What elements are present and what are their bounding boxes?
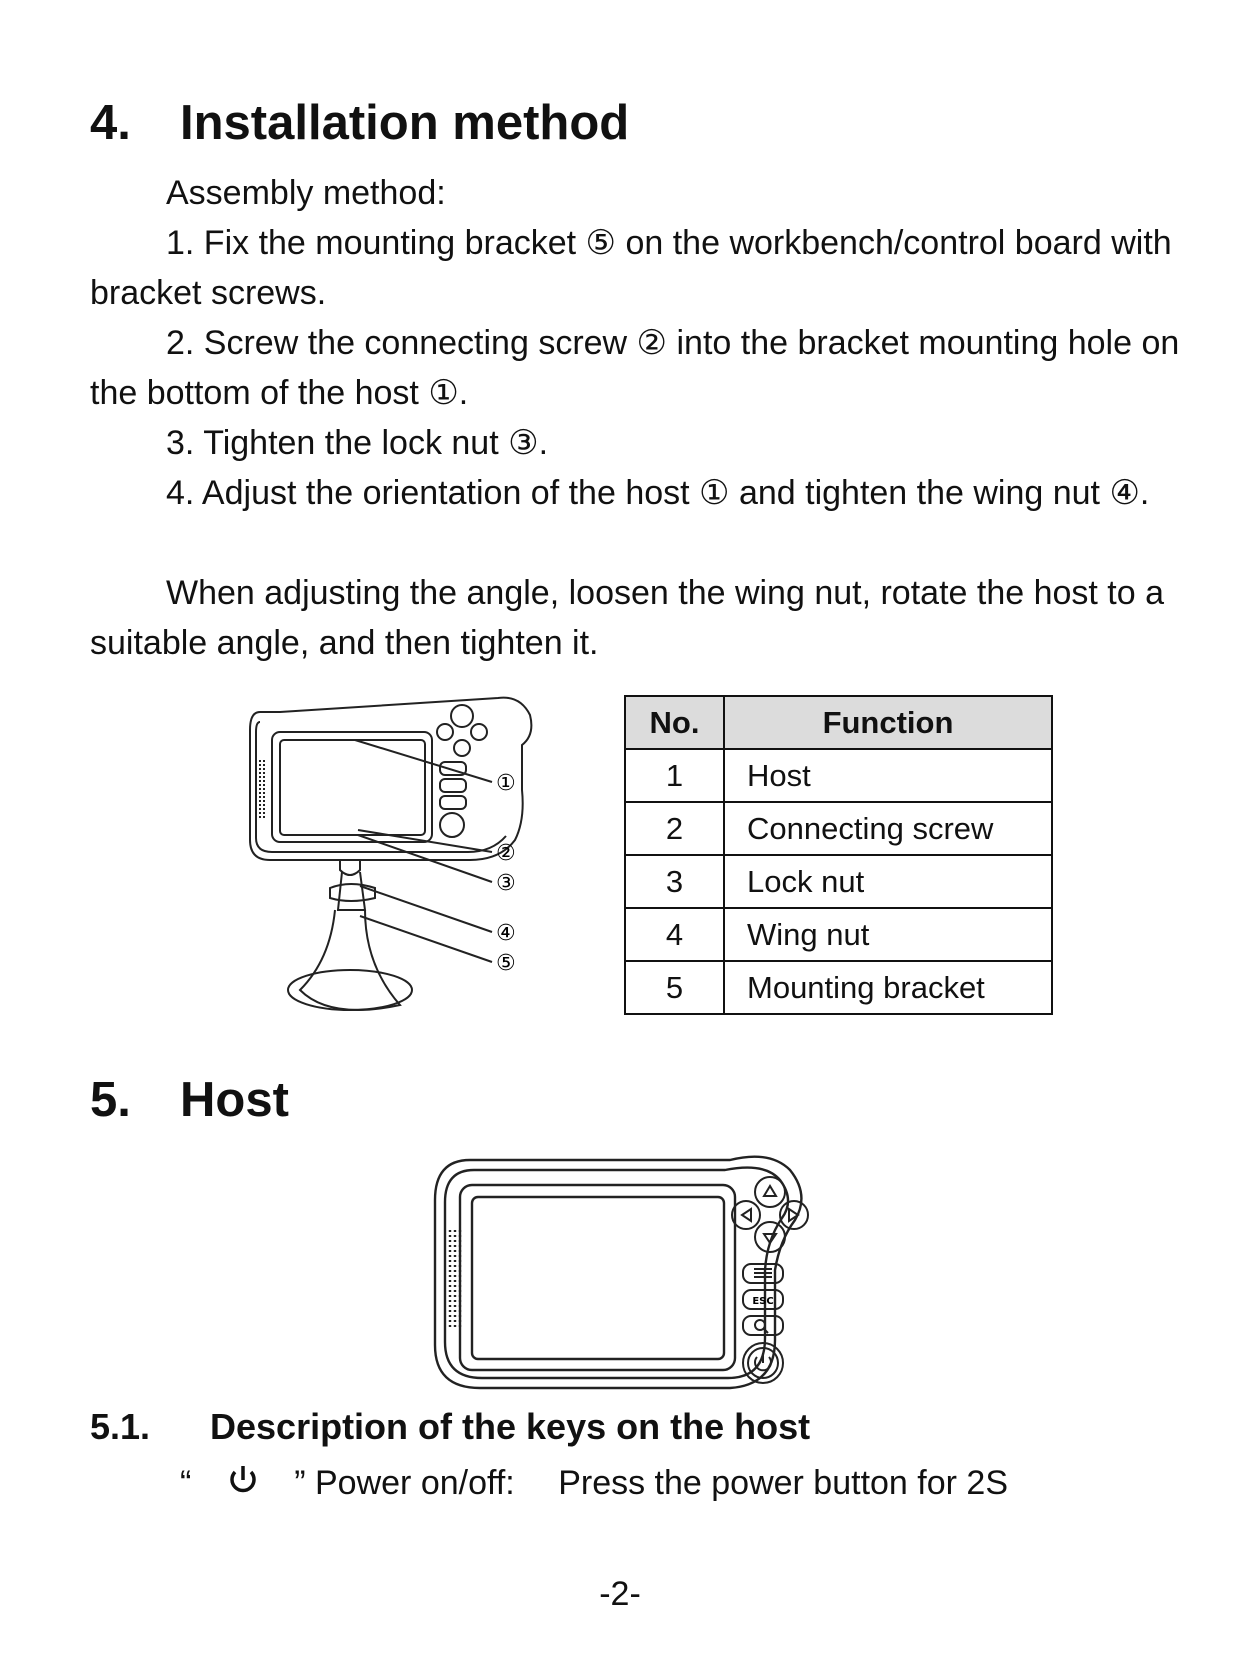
host-screen bbox=[272, 732, 432, 842]
row-function: Host bbox=[724, 749, 1052, 802]
wing-nut bbox=[330, 884, 375, 901]
esc-label: ESC bbox=[752, 1296, 774, 1307]
callout-5: ⑤ bbox=[496, 951, 516, 976]
table-header-row bbox=[625, 696, 1052, 749]
table-row bbox=[625, 802, 1052, 855]
section-number: 4. bbox=[90, 96, 131, 150]
section-5-heading bbox=[90, 1072, 289, 1128]
host-screen bbox=[472, 1197, 724, 1359]
row-function: Mounting bracket bbox=[724, 961, 1052, 1014]
callout-4: ④ bbox=[496, 921, 516, 946]
table-header-function: Function bbox=[724, 696, 1052, 749]
open-quote: “ bbox=[180, 1464, 192, 1502]
step-4: 4. Adjust the orientation of the host ① and tighten the wing nut ④. bbox=[166, 474, 1150, 512]
host-diagram bbox=[430, 1150, 830, 1400]
subsection-title: Description of the keys on the host bbox=[210, 1406, 811, 1447]
zoom-button bbox=[440, 796, 466, 809]
step-2: 2. Screw the connecting screw ② into the bracket mounting hole on the bottom of the host ①. bbox=[90, 324, 1180, 412]
speaker-grille bbox=[450, 1230, 460, 1330]
step-1: 1. Fix the mounting bracket ⑤ on the workbench/control board with bracket screws. bbox=[90, 224, 1172, 312]
table-header-no: No. bbox=[625, 696, 724, 749]
speaker-grille bbox=[260, 760, 264, 820]
row-number: 5 bbox=[625, 961, 724, 1014]
section-title: Installation method bbox=[180, 96, 630, 150]
step-3: 3. Tighten the lock nut ③. bbox=[166, 424, 549, 462]
esc-button bbox=[440, 779, 466, 792]
installation-diagram bbox=[230, 690, 560, 1030]
row-number: 1 bbox=[625, 749, 724, 802]
subsection-number: 5.1. bbox=[90, 1406, 151, 1447]
table-row bbox=[625, 749, 1052, 802]
row-number: 3 bbox=[625, 855, 724, 908]
angle-note: When adjusting the angle, loosen the wing nut, rotate the host to a suitable angle, and then tighten it. bbox=[90, 574, 1165, 662]
function-table bbox=[624, 695, 1053, 1015]
callout-3: ③ bbox=[496, 871, 516, 896]
section-4-heading bbox=[90, 95, 629, 151]
page-number: -2- bbox=[599, 1575, 641, 1613]
subsection-heading bbox=[90, 1406, 810, 1448]
table-row bbox=[625, 961, 1052, 1014]
row-number: 4 bbox=[625, 908, 724, 961]
table-row bbox=[625, 855, 1052, 908]
zoom-button bbox=[743, 1316, 783, 1335]
row-number: 2 bbox=[625, 802, 724, 855]
connecting-screw bbox=[340, 860, 360, 875]
assembly-label: Assembly method: bbox=[166, 174, 446, 212]
power-key-description: Press the power button for 2S bbox=[558, 1464, 1008, 1502]
table-row bbox=[625, 908, 1052, 961]
row-function: Connecting screw bbox=[724, 802, 1052, 855]
power-key-line bbox=[180, 1458, 1008, 1508]
section-number: 5. bbox=[90, 1073, 131, 1127]
callout-1: ① bbox=[496, 771, 516, 796]
section-title: Host bbox=[180, 1073, 289, 1127]
callout-2: ② bbox=[496, 841, 516, 866]
power-icon bbox=[223, 1462, 263, 1498]
row-function: Lock nut bbox=[724, 855, 1052, 908]
row-function: Wing nut bbox=[724, 908, 1052, 961]
close-quote: ” Power on/off: bbox=[294, 1464, 515, 1502]
host-screen-frame bbox=[460, 1185, 735, 1370]
lock-nut bbox=[338, 872, 365, 910]
power-button bbox=[440, 813, 464, 837]
